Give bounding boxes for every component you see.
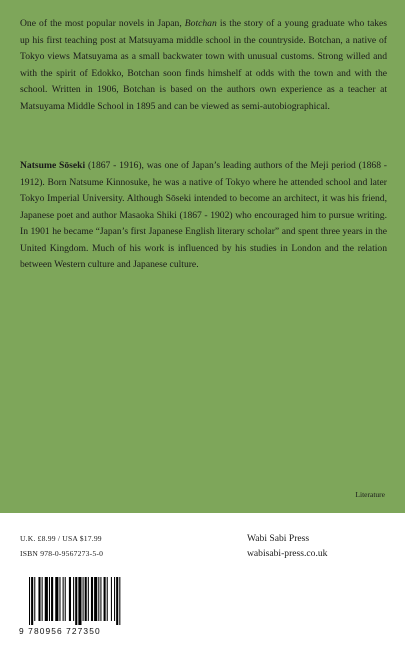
barcode-bar [73, 577, 74, 621]
barcode-bar [38, 577, 40, 621]
publisher-name: Wabi Sabi Press [247, 533, 310, 544]
isbn-line: ISBN 978-0-9567273-5-0 [20, 549, 104, 558]
barcode-bar [49, 577, 50, 621]
genre-label: Literature [355, 490, 385, 499]
barcode-number: 9 780956 727350 [19, 626, 101, 636]
barcode-bar [65, 577, 66, 621]
barcode-bar [116, 577, 118, 625]
barcode-bar [42, 577, 43, 621]
barcode-bar [91, 577, 93, 621]
barcode-bar [94, 577, 97, 621]
barcode-bar [51, 577, 53, 621]
barcode-bar [31, 577, 33, 625]
barcode-bar [55, 577, 58, 621]
barcode-bar [98, 577, 99, 621]
barcode-bar [104, 577, 106, 621]
publisher-website: wabisabi-press.co.uk [247, 548, 328, 559]
barcode-bar [59, 577, 60, 621]
barcode-bar [45, 577, 48, 621]
barcode [19, 575, 137, 639]
barcode-bar [63, 577, 64, 621]
barcode-bar [75, 577, 77, 625]
barcode-bar [119, 577, 120, 625]
barcode-bar [107, 577, 108, 621]
barcode-bar [100, 577, 101, 621]
blurb-part-1: One of the most popular novels in Japan, [20, 18, 185, 29]
blurb-part-2: is the story of a young graduate who takes up his first teaching post at Matsuyama middle school in the countryside. Botchan, a native of Tokyo views Matsuyama as a small backwater town with unusual customs. Strong willed and with the spirit of Edokko, Botchan soon finds himshelf at odds with the town and with the school. Written in 1906, Botchan is based on the authors own experience as a teacher at Matsuyama Middle School in 1895 and can be viewed as semi-autobiographical. [20, 18, 387, 112]
barcode-bar [69, 577, 71, 621]
blurb-book-title: Botchan [184, 18, 217, 29]
barcode-bar [83, 577, 84, 621]
barcode-bar [78, 577, 81, 625]
book-blurb [20, 16, 387, 115]
barcode-bar [29, 577, 30, 625]
price-line: U.K. £8.99 / USA $17.99 [20, 534, 102, 543]
author-name: Natsume Sōseki [20, 160, 86, 171]
barcode-bar [85, 577, 87, 621]
barcode-bar [34, 577, 35, 621]
author-biography [20, 158, 387, 274]
barcode-bar [111, 577, 112, 621]
barcode-bar [114, 577, 115, 621]
bio-text: (1867 - 1916), was one of Japan’s leading authors of the Meji period (1868 - 1912). Born Natsume Kinnosuke, he was a native of Tokyo where he attended school and later Tokyo Imperial University. Although Sōseki intended to become an architect, it was his friend, Japanese poet and author Masaoka Shiki (1867 - 1902) who encouraged him to pursue writing. In 1901 he became “Japan’s first Japanese English literary scholar” and spent three years in the United Kingdom. Much of his work is influenced by his studies in London and the relation between Western culture and Japanese culture. [20, 160, 387, 270]
barcode-bar [88, 577, 89, 621]
barcode-bars [27, 575, 133, 627]
